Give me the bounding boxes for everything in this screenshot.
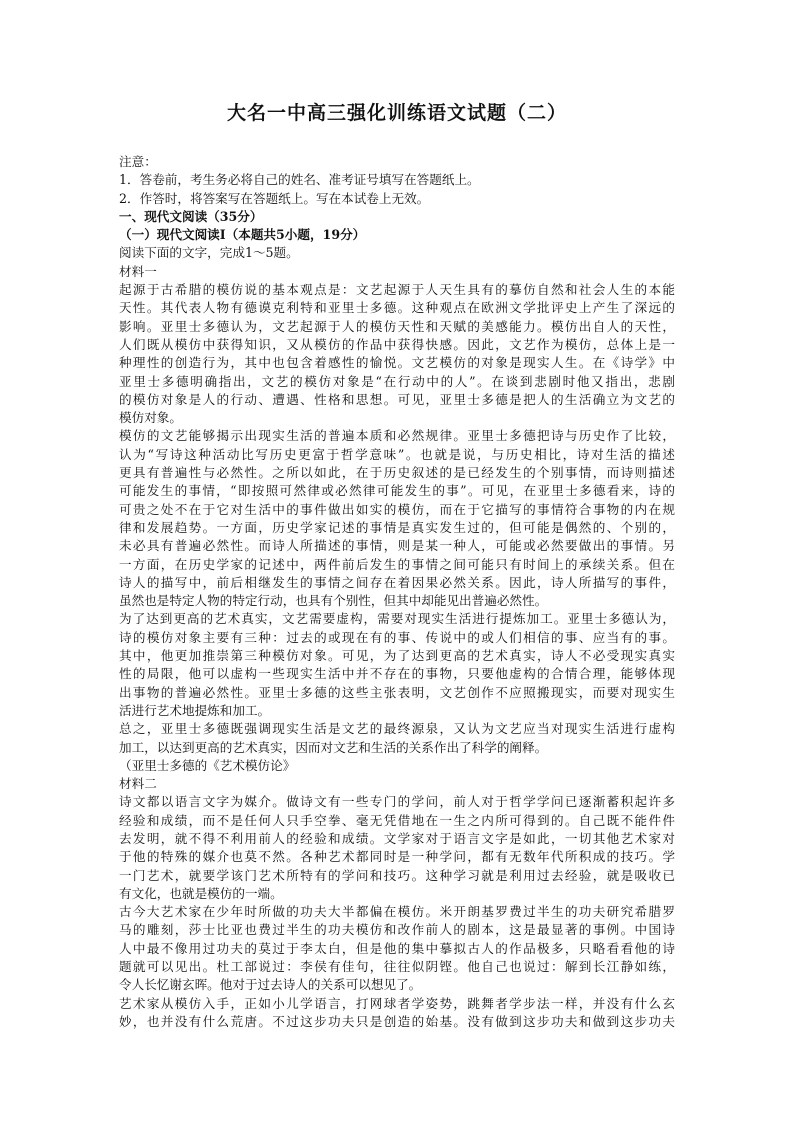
text-line: 模仿对象。 xyxy=(119,410,182,426)
text-line: 更具有普遍性与必然性。之所以如此，在于历史叙述的是已经发生的个别事情，而诗则描述 xyxy=(119,465,675,481)
text-line: 古今大艺术家在少年时所做的功夫大半都偏在模仿。米开朗基罗费过半生的功夫研究希腊罗 xyxy=(119,904,675,920)
text-line: 材料一 xyxy=(119,263,157,279)
text-line: 一门艺术，就要学该门艺术所特有的学问和技巧。这种学习就是利用过去经验，就是吸收已 xyxy=(119,867,675,883)
text-line: 妙，也并没有什么荒唐。不过这步功夫只是创造的始基。没有做到这步功夫和做到这步功夫 xyxy=(119,1013,675,1029)
text-line: 经验和成绩，而不是任何人只手空拳、毫无凭借地在一生之内所可得到的。自己既不能件件 xyxy=(119,812,675,828)
text-line: 虽然也是特定人物的特定行动，也具有个别性，但其中却能见出普遍必然性。 xyxy=(119,593,548,609)
text-line: 影响。亚里士多德认为，文艺起源于人的模仿天性和天赋的美感能力。模仿出自人的天性， xyxy=(119,318,675,334)
text-line: 模仿的文艺能够揭示出现实生活的普遍本质和必然规律。亚里士多德把诗与历史作了比较， xyxy=(119,428,675,444)
text-line: 亚里士多德明确指出，文艺的模仿对象是“在行动中的人”。在谈到悲剧时他又指出，悲剧 xyxy=(119,373,675,389)
text-line: 于他的特殊的媒介也莫不然。各种艺术都同时是一种学问，都有无数年代所积成的技巧。学 xyxy=(119,849,675,865)
document-body xyxy=(119,153,675,1031)
text-line: 可能发生的事情，“即按照可然律或必然律可能发生的事”。可见，在亚里士多德看来，诗的 xyxy=(119,483,675,499)
text-line: 一方面，在历史学家的记述中，两件前后发生的事情之间可能只有时间上的承续关系。但在 xyxy=(119,556,675,572)
text-line: 人中最不像用过功夫的莫过于李太白，但是他的集中摹拟古人的作品极多，只略看看他的诗 xyxy=(119,940,675,956)
text-line: 诗人的描写中，前后相继发生的事情之间存在着因果必然关系。因此，诗人所描写的事件， xyxy=(119,574,675,590)
text-line: 起源于古希腊的模仿说的基本观点是：文艺起源于人天生具有的摹仿自然和社会人生的本能 xyxy=(119,282,675,298)
text-line: 律和发展趋势。一方面，历史学家记述的事情是真实发生过的，但可能是偶然的、个别的， xyxy=(119,519,675,535)
text-line: 认为“写诗这种活动比写历史更富于哲学意味”。也就是说，与历史相比，诗对生活的描述 xyxy=(119,446,675,462)
text-line: 的模仿对象是人的行动、遭遇、性格和思想。可见，亚里士多德是把人的生活确立为文艺的 xyxy=(119,391,675,407)
text-line: 材料二 xyxy=(119,776,157,792)
text-line: 人们既从模仿中获得知识，又从模仿的作品中获得快感。因此，文艺作为模仿，总体上是一 xyxy=(119,336,675,352)
text-line: （亚里士多德的《艺术模仿论》 xyxy=(119,757,296,773)
text-line: 为了达到更高的艺术真实，文艺需要虚构，需要对现实生活进行提炼加工。亚里士多德认为， xyxy=(119,611,675,627)
text-line: 艺术家从模仿入手，正如小儿学语言，打网球者学姿势，跳舞者学步法一样，并没有什么玄 xyxy=(119,995,675,1011)
text-line: 阅读下面的文字，完成1～5题。 xyxy=(119,245,299,261)
text-line: 性的局限，他可以虚构一些现实生活中并不存在的事物，只要他虚构的合情合理，能够体现 xyxy=(119,666,675,682)
text-line: 天性。其代表人物有德谟克利特和亚里士多德。这种观点在欧洲文学批评史上产生了深远的 xyxy=(119,300,675,316)
text-line: 未必具有普遍必然性。而诗人所描述的事情，则是某一种人，可能或必然要做出的事情。另 xyxy=(119,538,675,554)
text-line: 一、现代文阅读（35分） xyxy=(119,208,263,224)
document-title: 大名一中高三强化训练语文试题（二） xyxy=(226,102,567,124)
text-line: 可贵之处不在于它对生活中的事件做出如实的模仿，而在于它描写的事情符合事物的内在规 xyxy=(119,501,675,517)
text-line: 1．答卷前，考生务必将自己的姓名、准考证号填写在答题纸上。 xyxy=(119,172,480,188)
text-line: 注意： xyxy=(119,154,157,169)
text-line: 令人长忆谢玄晖。他对于过去诗人的关系可以想见了。 xyxy=(119,977,422,993)
text-line: （一）现代文阅读Ⅰ（本题共5小题，19分） xyxy=(119,227,366,243)
text-line: 有文化，也就是模仿的一端。 xyxy=(119,885,283,901)
text-line: 总之，亚里士多德既强调现实生活是文艺的最终源泉，又认为文艺应当对现实生活进行虚构 xyxy=(119,721,675,737)
text-line: 出事物的普遍必然性。亚里士多德的这些主张表明，文艺创作不应照搬现实，而要对现实生 xyxy=(119,684,675,700)
text-line: 活进行艺术地提炼和加工。 xyxy=(119,702,271,718)
text-line: 题就可以见出。杜工部说过：李侯有佳句，往往似阴铿。他自己也说过：解到长江静如练， xyxy=(119,959,675,975)
text-line: 去发明，就不得不利用前人的经验和成绩。文学家对于语言文字是如此，一切其他艺术家对 xyxy=(119,830,675,846)
document-page xyxy=(119,0,675,1123)
text-line: 马的雕刻，莎士比亚也费过半生的功夫模仿和改作前人的剧本，这是最显著的事例。中国诗 xyxy=(119,922,675,938)
text-line: 2．作答时，将答案写在答题纸上。写在本试卷上无效。 xyxy=(119,190,430,206)
text-line: 加工，以达到更高的艺术真实，因而对文艺和生活的关系作出了科学的阐释。 xyxy=(119,739,548,755)
text-line: 诗文都以语言文字为媒介。做诗文有一些专门的学问，前人对于哲学学问已逐渐蓄积起许多 xyxy=(119,794,675,810)
text-line: 种理性的创造行为，其中也包含着感性的愉悦。文艺模仿的对象是现实人生。在《诗学》中 xyxy=(119,355,675,371)
text-line: 诗的模仿对象主要有三种：过去的或现在有的事、传说中的或人们相信的事、应当有的事。 xyxy=(119,629,675,645)
text-line: 其中，他更加推崇第三种模仿对象。可见，为了达到更高的艺术真实，诗人不必受现实真实 xyxy=(119,648,675,664)
